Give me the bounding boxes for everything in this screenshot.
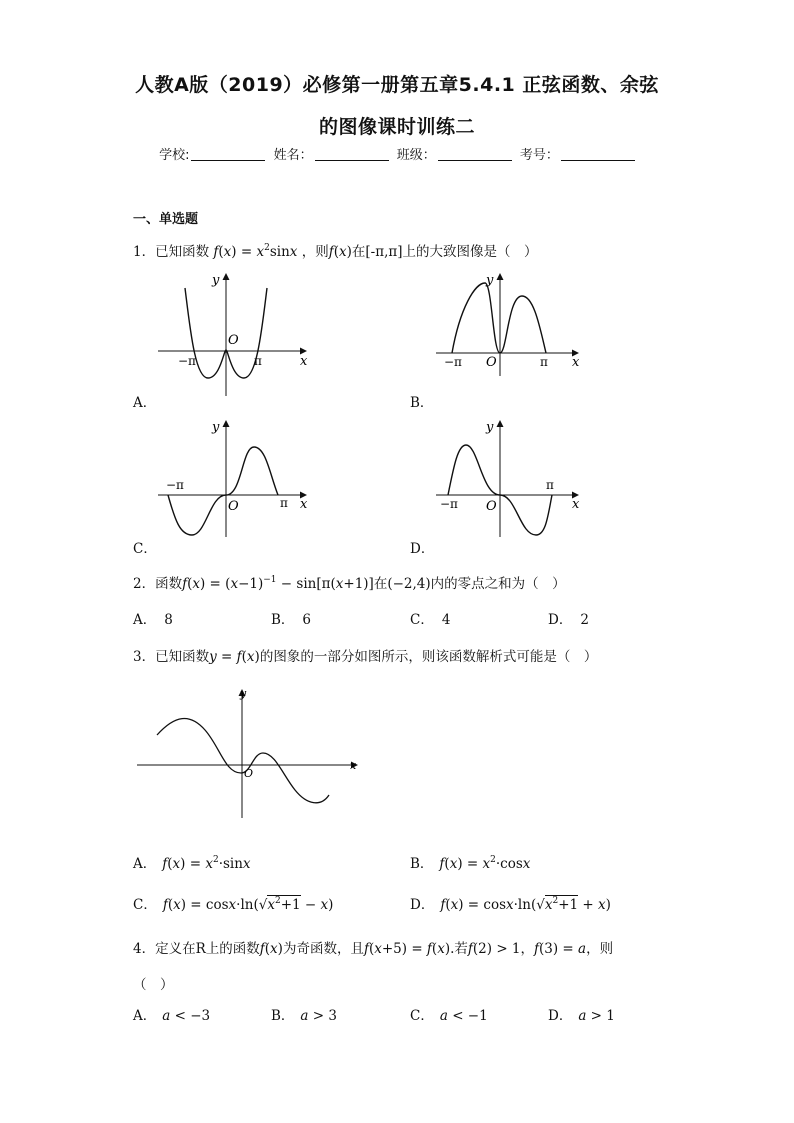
- page-title-line2: 的图像课时训练二: [318, 116, 475, 138]
- q1-graph-b: [430, 268, 590, 378]
- curve: [452, 283, 546, 353]
- q3-option-c[interactable]: C． $f(x) = \cos x\cdot\ln(√x^2+1 - x)$: [133, 896, 334, 913]
- q4-option-c[interactable]: C． a < −1: [410, 1008, 488, 1024]
- info-fields: [0, 144, 794, 163]
- q2-option-c[interactable]: C． 4: [410, 612, 451, 628]
- origin-label: O: [228, 499, 239, 514]
- question-4-line2: （ ）: [133, 977, 174, 993]
- q1-option-d[interactable]: D．: [410, 541, 435, 557]
- exam-number-field[interactable]: 考号：: [520, 144, 635, 163]
- q3-option-d[interactable]: D． $f(x) = \cos x\cdot\ln(√x^2+1 + x)$: [410, 896, 611, 913]
- section-heading: 一、单选题: [133, 212, 199, 227]
- question-2: 2．函数$f(x) = (x-1)^{-1} - \sin[\pi(x+1)]$在(−2,4)内的零点之和为（ ）: [133, 575, 566, 592]
- question-4: 4．定义在R上的函数f(x)为奇函数，且f(x+5) = f(x).若f(2) > 1，f(3) = a，则: [133, 941, 614, 957]
- origin-label: O: [486, 355, 497, 370]
- q2-option-b[interactable]: B． 6: [271, 612, 312, 628]
- q2-function: $f(x) = (x-1)^{-1} - \sin[\pi(x+1)]$: [182, 575, 374, 592]
- class-field[interactable]: 班级：: [397, 144, 512, 163]
- q4-cond1: f(x+5) = f(x): [363, 941, 451, 957]
- pi-label: π: [546, 478, 554, 492]
- q3-option-b[interactable]: B． $f(x) = x^2\cdot\cos x$: [410, 855, 531, 872]
- neg-pi-label: −π: [166, 478, 184, 492]
- name-field[interactable]: 姓名：: [274, 144, 389, 163]
- x-label: x: [300, 497, 308, 512]
- y-label: y: [486, 420, 494, 435]
- q4-cond2: f(2) > 1: [467, 941, 521, 957]
- school-field[interactable]: 学校:: [159, 144, 265, 163]
- q3-graph: [135, 685, 365, 820]
- pi-label: π: [280, 496, 288, 510]
- curve: [168, 447, 278, 535]
- q1-option-b[interactable]: B．: [410, 395, 434, 411]
- x-label: x: [572, 355, 580, 370]
- q1-graph-a: [150, 268, 310, 398]
- curve: [157, 719, 329, 803]
- x-label: x: [300, 354, 308, 369]
- x-label: x: [350, 759, 357, 772]
- origin-label: O: [228, 333, 239, 348]
- origin-label: O: [244, 767, 254, 780]
- pi-label: π: [540, 355, 548, 369]
- origin-label: O: [486, 499, 497, 514]
- q1-graph-c: [150, 415, 310, 540]
- q4-option-a[interactable]: A． a < −3: [133, 1008, 211, 1024]
- neg-pi-label: −π: [178, 354, 196, 368]
- question-1: 1．已知函数 $f(x) = x^2\sin x$ ，则f(x)在[-π,π]上的大致图像是（ ）: [133, 243, 538, 260]
- page-title-line1: 人教A版（2019）必修第一册第五章5.4.1 正弦函数、余弦: [135, 74, 659, 96]
- q4-cond3: f(3) = a: [534, 941, 587, 957]
- q1-interval: [-π,π]: [365, 244, 403, 260]
- y-label: y: [212, 273, 220, 288]
- q1-option-a[interactable]: A．: [133, 395, 157, 411]
- q2-option-d[interactable]: D． 2: [548, 612, 589, 628]
- x-label: x: [572, 497, 580, 512]
- q4-option-b[interactable]: B． a > 3: [271, 1008, 337, 1024]
- q2-option-a[interactable]: A． 8: [133, 612, 173, 628]
- y-label: y: [212, 420, 220, 435]
- q3-option-a[interactable]: A． $f(x) = x^2\cdot\sin x$: [133, 855, 251, 872]
- q3-function: y = f(x): [209, 649, 260, 665]
- y-label: y: [240, 687, 247, 700]
- q1-option-c[interactable]: C．: [133, 541, 157, 557]
- q4-option-d[interactable]: D． a > 1: [548, 1008, 615, 1024]
- q1-graph-d: [430, 415, 590, 540]
- y-label: y: [486, 273, 494, 288]
- q1-function: f: [213, 244, 219, 260]
- neg-pi-label: −π: [444, 355, 462, 369]
- pi-label: π: [254, 354, 262, 368]
- neg-pi-label: −π: [440, 497, 458, 511]
- question-3: 3．已知函数y = f(x)的图象的一部分如图所示，则该函数解析式可能是（ ）: [133, 649, 598, 665]
